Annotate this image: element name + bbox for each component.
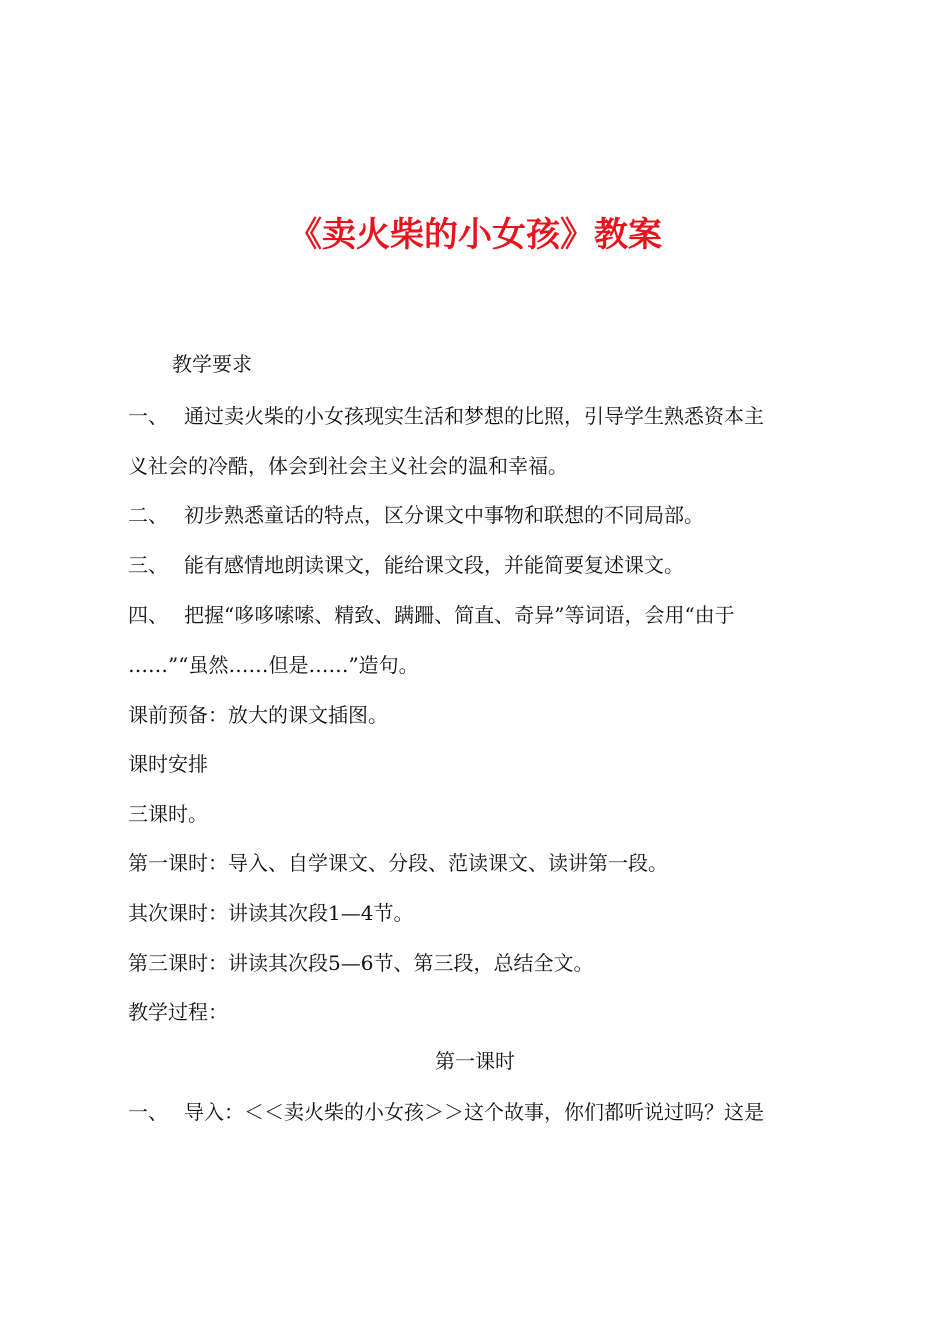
- step-1-text: 导入：＜＜卖火柴的小女孩＞＞这个故事，你们都听说过吗？这是: [184, 1100, 764, 1124]
- requirement-1: [128, 401, 833, 431]
- requirement-3: [128, 550, 833, 580]
- lesson-1-plan: 第一课时：导入、自学课文、分段、范读课文、读讲第一段。: [128, 851, 668, 875]
- schedule-heading: 课时安排: [128, 752, 208, 776]
- requirement-3-number: 三、: [128, 553, 168, 577]
- requirement-4: [128, 600, 833, 630]
- requirement-1-continued: 义社会的冷酷，体会到社会主义社会的温和幸福。: [128, 454, 568, 478]
- requirement-2-number: 二、: [128, 503, 168, 527]
- requirement-4-number: 四、: [128, 603, 168, 627]
- requirement-1-text-a: 通过卖火柴的小女孩现实生活和梦想的比照，引导学生熟悉资本主: [184, 404, 764, 428]
- requirement-4-continued: ……”“虽然……但是……”造句。: [128, 653, 419, 677]
- requirement-2: [128, 500, 833, 530]
- requirements-heading: 教学要求: [172, 352, 252, 376]
- process-heading: 教学过程：: [128, 1000, 228, 1024]
- requirement-1-number: 一、: [128, 404, 168, 428]
- lesson-2-plan: 其次课时：讲读其次段1—4节。: [128, 901, 414, 925]
- preparation: 课前预备：放大的课文插图。: [128, 703, 388, 727]
- schedule-total: 三课时。: [128, 802, 208, 826]
- first-lesson-heading: 第一课时: [435, 1049, 515, 1073]
- requirement-4-text-a: 把握“哆哆嗦嗦、精致、蹒跚、简直、奇异”等词语，会用“由于: [184, 603, 735, 627]
- step-1: [128, 1097, 833, 1127]
- document-title: 《卖火柴的小女孩》教案: [288, 215, 662, 255]
- requirement-2-text: 初步熟悉童话的特点，区分课文中事物和联想的不同局部。: [184, 503, 704, 527]
- lesson-3-plan: 第三课时：讲读其次段5—6节、第三段，总结全文。: [128, 951, 594, 975]
- requirement-3-text: 能有感情地朗读课文，能给课文段，并能简要复述课文。: [184, 553, 684, 577]
- step-1-number: 一、: [128, 1100, 168, 1124]
